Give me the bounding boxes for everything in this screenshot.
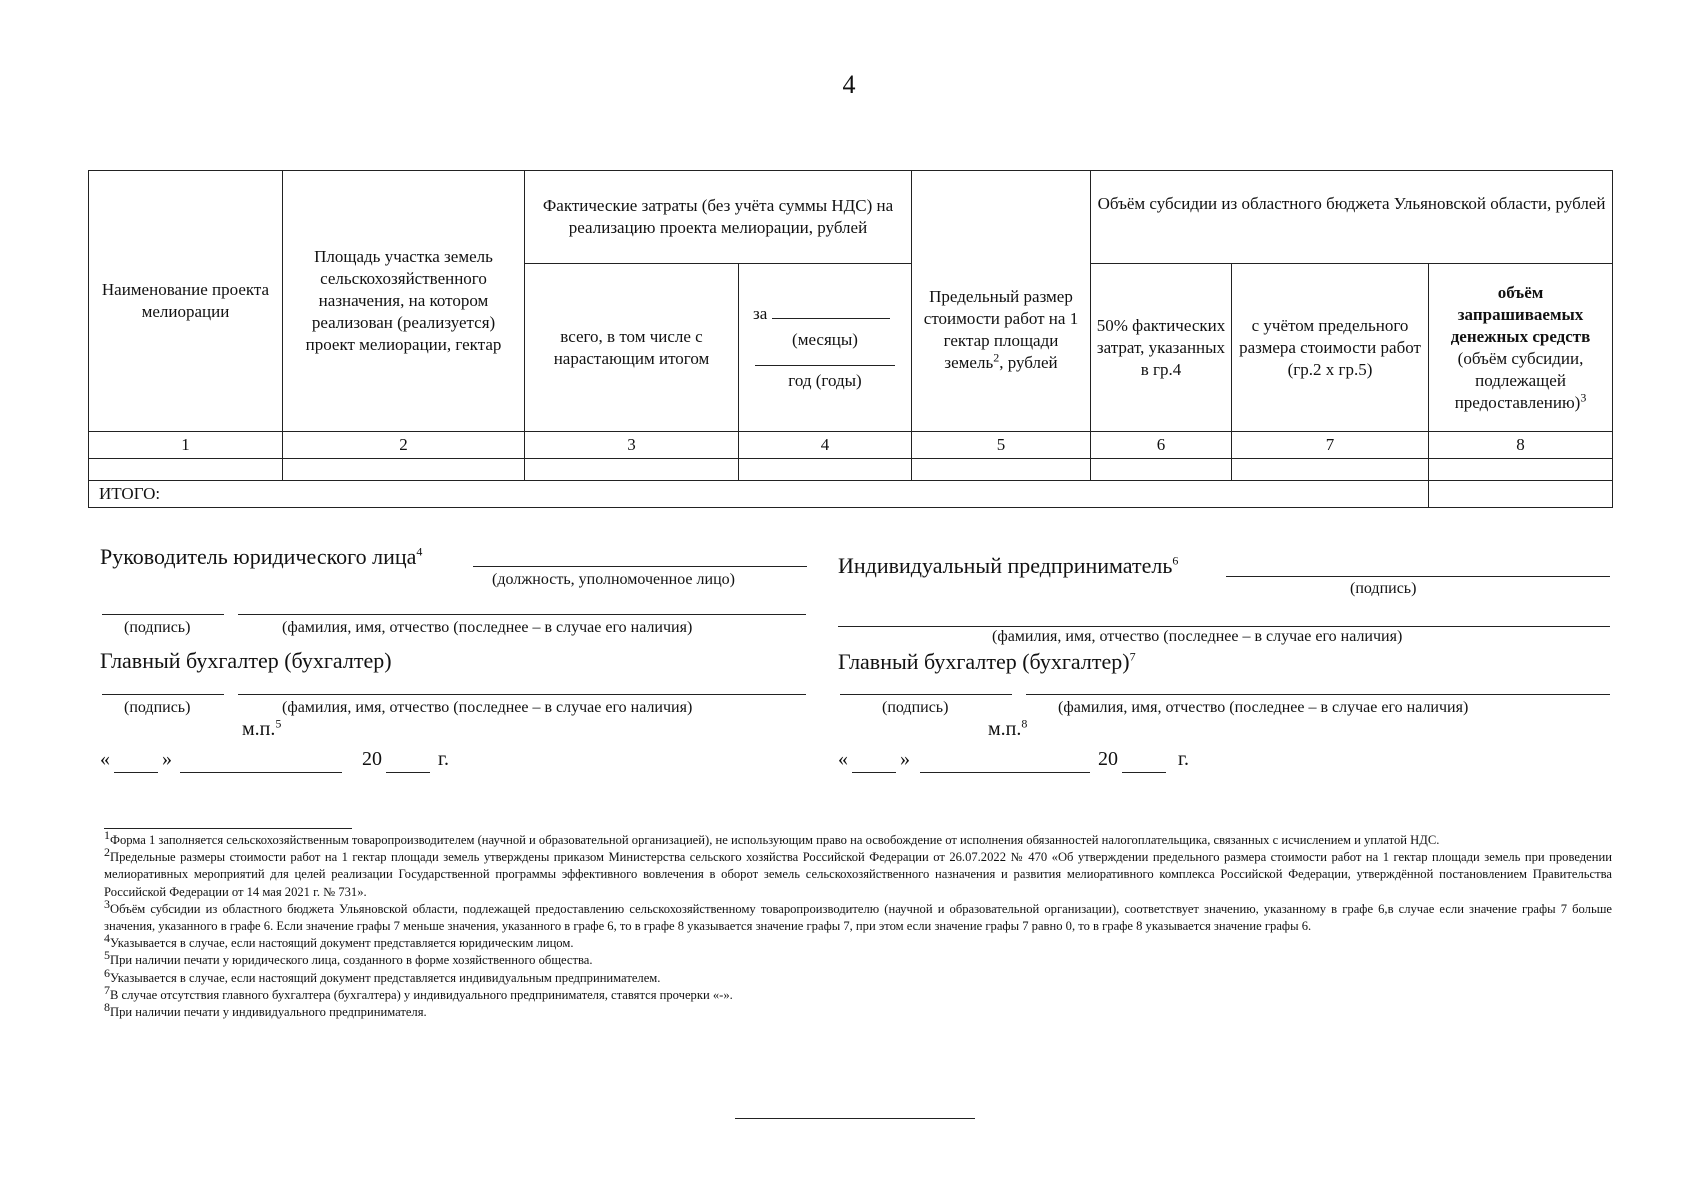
col-num: 5 xyxy=(912,432,1091,459)
header-limit-cost: Предельный размер стоимости работ на 1 гектар площади земель$^2$, рублей xyxy=(912,171,1091,432)
header-project-name: Наименование проекта мелиорации xyxy=(89,171,283,432)
col-num: 4 xyxy=(739,432,912,459)
entrepreneur-date-year-line[interactable] xyxy=(1122,772,1166,773)
col-num: 8 xyxy=(1429,432,1613,459)
head-signature-line[interactable] xyxy=(102,614,224,615)
date-month-line[interactable] xyxy=(180,772,342,773)
footnote: $^6$Указывается в случае, если настоящий документ представляется индивидуальным предпринимателем. xyxy=(104,965,661,985)
footnote: $^3$Объём субсидии из областного бюджета Ульяновской области, подлежащей предоставлению сельскохозяйственному товаропроизводителю (научной и образовательной организации), соответствует значению, указанному в графе 6,в случае если значение графы 7 больше значения, указанного в графе 6. Если значение графы 7 меньше значения, указанного в графе 6, то в графе 8 указывается значение графы 7, при этом если значение графы 7 равно 0, то в графе 8 указывается значение графы 6. xyxy=(104,896,1612,934)
header-actual-costs: Фактические затраты (без учёта суммы НДС) на реализацию проекта мелиорации, рублей xyxy=(525,171,912,264)
table-cell[interactable] xyxy=(912,459,1091,481)
col-num: 3 xyxy=(525,432,739,459)
entrepreneur-accountant-name-line[interactable] xyxy=(1026,694,1610,695)
date-year-line[interactable] xyxy=(386,772,430,773)
entrepreneur-name-caption: (фамилия, имя, отчество (последнее – в случае его наличия) xyxy=(992,628,1403,645)
table-cell[interactable] xyxy=(1232,459,1429,481)
table-cell[interactable] xyxy=(283,459,525,481)
entrepreneur-stamp-mark: м.п.$^8$ xyxy=(988,716,1028,740)
total-value-cell[interactable] xyxy=(1429,481,1613,508)
header-requested-funds: объём запрашиваемых денежных средств (объём субсидии, подлежащей предоставлению)$^3$ xyxy=(1429,264,1613,432)
column-number-row xyxy=(89,432,1613,459)
subsidy-table xyxy=(88,170,1613,508)
footnotes xyxy=(104,827,1612,1021)
col-num: 2 xyxy=(283,432,525,459)
table-row xyxy=(89,459,1613,481)
accountant-name-caption: (фамилия, имя, отчество (последнее – в случае его наличия) xyxy=(282,699,693,716)
col-num: 6 xyxy=(1091,432,1232,459)
accountant-signature-line[interactable] xyxy=(102,694,224,695)
total-label: ИТОГО: xyxy=(89,481,1429,508)
head-signature-caption: (подпись) xyxy=(124,619,191,636)
page-number: 4 xyxy=(842,70,856,99)
entrepreneur-accountant-signature-caption: (подпись) xyxy=(882,699,949,716)
position-caption: (должность, уполномоченное лицо) xyxy=(492,571,735,588)
entrepreneur-label: Индивидуальный предприниматель$^6$ xyxy=(838,553,1179,578)
col-num: 1 xyxy=(89,432,283,459)
footnote: $^7$В случае отсутствия главного бухгалтера (бухгалтера) у индивидуального предпринимателя, ставятся прочерки «-». xyxy=(104,982,733,1002)
table-cell[interactable] xyxy=(739,459,912,481)
date-row: « » 20 г. xyxy=(100,748,540,778)
header-total-cumulative: всего, в том числе с нарастающим итогом xyxy=(525,264,739,432)
end-rule xyxy=(735,1118,975,1119)
table-cell[interactable] xyxy=(1429,459,1613,481)
table-cell[interactable] xyxy=(525,459,739,481)
position-line[interactable] xyxy=(473,566,807,567)
entrepreneur-signature-line[interactable] xyxy=(1226,576,1610,577)
head-name-caption: (фамилия, имя, отчество (последнее – в случае его наличия) xyxy=(282,619,693,636)
entrepreneur-accountant-name-caption: (фамилия, имя, отчество (последнее – в случае его наличия) xyxy=(1058,699,1469,716)
col-num: 7 xyxy=(1232,432,1429,459)
footnote: $^5$При наличии печати у юридического лица, созданного в форме хозяйственного общества. xyxy=(104,948,593,968)
header-area: Площадь участка земель сельскохозяйственного назначения, на котором реализован (реализуется) проект мелиорации, гектар xyxy=(283,171,525,432)
footnote: $^4$Указывается в случае, если настоящий документ представляется юридическим лицом. xyxy=(104,931,574,951)
entrepreneur-date-row: « » 20 г. xyxy=(838,748,1278,778)
chief-accountant-label: Главный бухгалтер (бухгалтер) xyxy=(100,648,392,673)
table-cell[interactable] xyxy=(1091,459,1232,481)
footnote: $^2$Предельные размеры стоимости работ на 1 гектар площади земель утверждены приказом Министерства сельского хозяйства Российской Федерации от 26.07.2022 № 470 «Об утверждении предельного размера стоимости работ на 1 гектар площади земель при проведении мелиоративных мероприятий для целей реализации Государственной программы эффективного вовлечения в оборот земель сельскохозяйственного назначения и развития мелиоративного комплекса Российской Федерации, утверждённой постановлением Правительства Российской Федерации от 14 мая 2021 г. № 731». xyxy=(104,845,1612,899)
footnote-separator xyxy=(104,828,352,829)
stamp-mark: м.п.$^5$ xyxy=(242,716,282,740)
head-of-entity-label: Руководитель юридического лица$^4$ xyxy=(100,544,423,569)
footnote: $^8$При наличии печати у индивидуального предпринимателя. xyxy=(104,999,427,1020)
entrepreneur-name-line[interactable] xyxy=(838,626,1610,627)
entrepreneur-date-day-line[interactable] xyxy=(852,772,896,773)
footnote: $^1$Форма 1 заполняется сельскохозяйственным товаропроизводителем (научной и образовательной организацией), не использующим право на освобождение от исполнения обязанностей налогоплательщика, связанных с исчислением и уплатой НДС. xyxy=(104,827,1440,847)
accountant-signature-caption: (подпись) xyxy=(124,699,191,716)
head-name-line[interactable] xyxy=(238,614,806,615)
date-day-line[interactable] xyxy=(114,772,158,773)
table-cell[interactable] xyxy=(89,459,283,481)
entrepreneur-signature-caption: (подпись) xyxy=(1350,580,1417,597)
entrepreneur-accountant-label: Главный бухгалтер (бухгалтер)$^7$ xyxy=(838,649,1136,674)
header-with-limit: с учётом предельного размера стоимости работ (гр.2 х гр.5) xyxy=(1232,264,1429,432)
accountant-name-line[interactable] xyxy=(238,694,806,695)
total-row xyxy=(89,481,1613,508)
header-subsidy-volume: Объём субсидии из областного бюджета Ульяновской области, рублей xyxy=(1091,171,1613,264)
entrepreneur-accountant-signature-line[interactable] xyxy=(840,694,1012,695)
header-period: за (месяцы) год (годы) xyxy=(739,264,912,432)
header-fifty-percent: 50% фактических затрат, указанных в гр.4 xyxy=(1091,264,1232,432)
entrepreneur-date-month-line[interactable] xyxy=(920,772,1090,773)
